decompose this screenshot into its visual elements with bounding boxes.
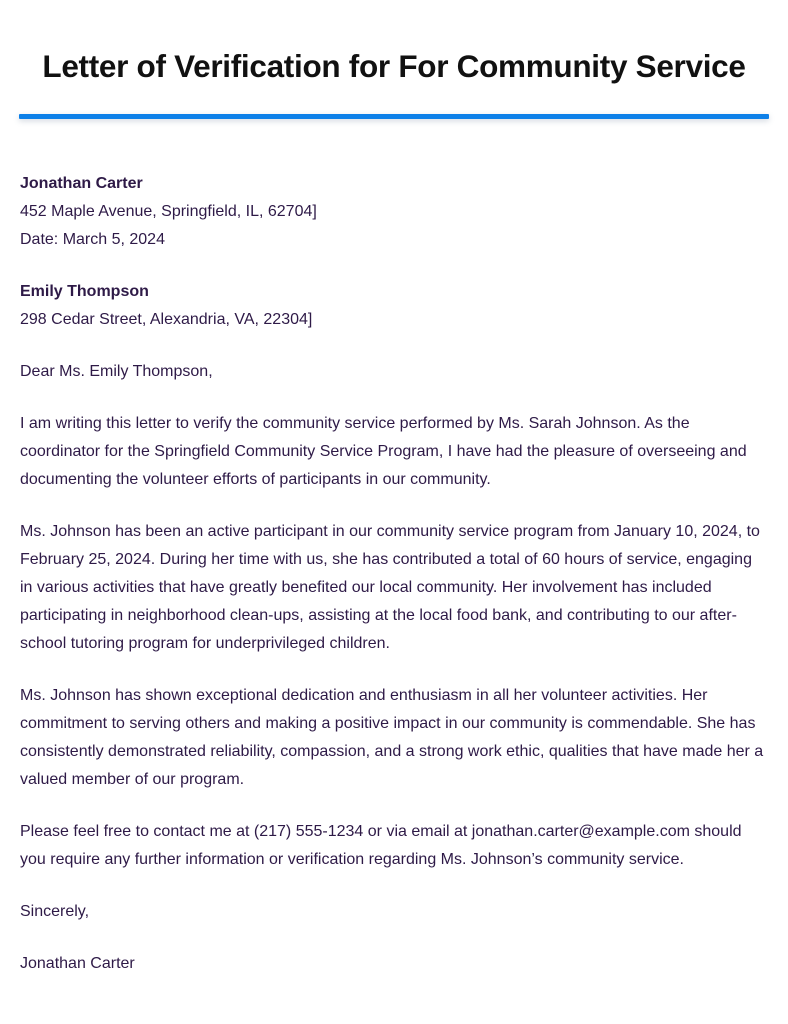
body-paragraph-1: I am writing this letter to verify the community service performed by Ms. Sarah Johnson. As the coordinator for the Springfield Community Service Program, I have had the pleasure of overseeing and documenting the volunteer efforts of participants in our community. <box>20 415 747 488</box>
signature-name: Jonathan Carter <box>20 955 135 972</box>
letter-date: Date: March 5, 2024 <box>20 231 165 248</box>
recipient-address: 298 Cedar Street, Alexandria, VA, 22304] <box>20 311 313 328</box>
sender-block <box>20 170 768 254</box>
title-divider <box>19 114 769 119</box>
valediction: Sincerely, <box>20 903 90 920</box>
sender-name: Jonathan Carter <box>20 175 143 192</box>
body-paragraph-4: Please feel free to contact me at (217) 555-1234 or via email at jonathan.carter@example.com should you require any further information or verification regarding Ms. Johnson’s community service. <box>20 823 742 868</box>
letter-content <box>20 170 768 978</box>
body-paragraph-2: Ms. Johnson has been an active participant in our community service program from January 10, 2024, to February 25, 2024. During her time with us, she has contributed a total of 60 hours of service, engaging in various activities that have greatly benefited our local community. Her involvement has included participating in neighborhood clean-ups, assisting at the local food bank, and contributing to our after-school tutoring program for underprivileged children. <box>20 523 760 652</box>
page-title: Letter of Verification for For Community Service <box>42 48 746 84</box>
recipient-block <box>20 278 768 334</box>
body-paragraph-3: Ms. Johnson has shown exceptional dedication and enthusiasm in all her volunteer activities. Her commitment to serving others and making a positive impact in our community is commendable. She has consistently demonstrated reliability, compassion, and a strong work ethic, qualities that have made her a valued member of our program. <box>20 687 764 788</box>
recipient-name: Emily Thompson <box>20 283 149 300</box>
salutation: Dear Ms. Emily Thompson, <box>20 363 213 380</box>
sender-address: 452 Maple Avenue, Springfield, IL, 62704] <box>20 203 317 220</box>
